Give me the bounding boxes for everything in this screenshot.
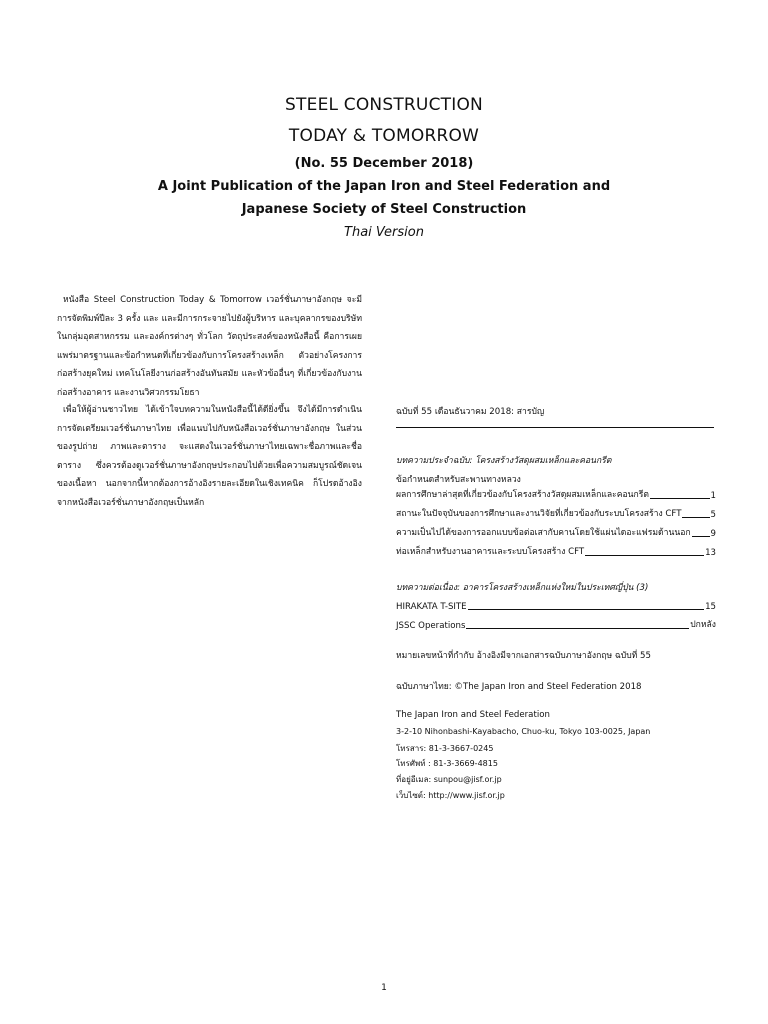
- toc-item-page: 9: [710, 529, 716, 539]
- fax-number: โทรสาร: 81-3-3667-0245: [396, 744, 494, 753]
- toc-item[interactable]: [396, 598, 716, 612]
- toc-leader-line: [650, 498, 710, 499]
- toc-item-label: ท่อเหล็กสำหรับงานอาคารและระบบโครงสร้าง CFT: [396, 547, 585, 557]
- toc-item[interactable]: [396, 487, 716, 501]
- toc-leader-line: [468, 609, 704, 610]
- toc-item-page: 5: [710, 510, 716, 520]
- toc-heading: ฉบับที่ 55 เดือนธันวาคม 2018: สารบัญ: [396, 407, 545, 417]
- thai-version-copyright: ฉบับภาษาไทย: ©The Japan Iron and Steel Federation 2018: [396, 682, 642, 692]
- phone-number: โทรศัพท์ : 81-3-3669-4815: [396, 759, 498, 768]
- intro-text-1: หนังสือ Steel Construction Today & Tomorrow เวอร์ชั่นภาษาอังกฤษ จะมีการจัดพิมพ์ปีละ 3 ครั้ง และ และมีการกระจายไปยังผู้บริหาร และบุคลากรของบริษัทในกลุ่มอุตสาหกรรม และองค์กรต่างๆ ทั่วโลก วัตถุประสงค์ของหนังสือนี้ คือการเผยแพร่มาตรฐานและข้อกำหนดที่เกี่ยวข้องกับการโครงสร้างเหล็ก ตัวอย่างโครงการก่อสร้างยุคใหม่ เทคโนโลยีงานก่อสร้างอันทันสมัย และหัวข้ออื่นๆ ที่เกี่ยวข้องกับงานก่อสร้างอาคาร และงานวิศวกรรมโยธา: [57, 295, 362, 398]
- organization-name: The Japan Iron and Steel Federation: [396, 710, 550, 720]
- toc-leader-line: [466, 628, 689, 629]
- toc-item-page: ปกหลัง: [690, 620, 716, 630]
- toc-item-label: ผลการศึกษาล่าสุดที่เกี่ยวข้องกับโครงสร้างวัสดุผสมเหล็กและคอนกรีต: [396, 490, 649, 500]
- title-line-2: TODAY & TOMORROW: [288, 126, 480, 146]
- toc-leader-line: [692, 536, 710, 537]
- intro-paragraph-2: [57, 401, 362, 512]
- email-address[interactable]: ที่อยู่อีเมล: sunpou@jisf.or.jp: [396, 775, 502, 784]
- toc-section-2-title: บทความต่อเนื่อง: อาคารโครงสร้างเหล็กแห่งใหม่ในประเทศญี่ปุ่น (3): [396, 583, 649, 593]
- title-line-1: STEEL CONSTRUCTION: [285, 95, 483, 115]
- toc-item-page: 1: [710, 491, 716, 501]
- table-of-contents: [396, 404, 726, 724]
- thai-version-label: Thai Version: [344, 225, 424, 240]
- toc-section-1-title: บทความประจำฉบับ: โครงสร้างวัสดุผสมเหล็กและคอนกรีต: [396, 456, 612, 466]
- intro-paragraph-1: [57, 291, 362, 402]
- toc-item-label: สถานะในปัจจุบันของการศึกษาและงานวิจัยที่เกี่ยวข้องกับระบบโครงสร้าง CFT: [396, 509, 682, 519]
- toc-item-page: 13: [705, 548, 716, 558]
- toc-item[interactable]: [396, 525, 716, 539]
- toc-section-1-subtitle: ข้อกำหนดสำหรับสะพานทางหลวง: [396, 475, 521, 485]
- toc-item-label: HIRAKATA T-SITE: [396, 602, 467, 612]
- intro-text-2: เพื่อให้ผู้อ่านชาวไทย ได้เข้าใจบทความในหนังสือนี้ได้ดียิ่งขึ้น จึงได้มีการดำเนินการจัดเตรียมเวอร์ชั่นภาษาไทย เพื่อแนบไปกับหนังสือเวอร์ชั่นภาษาอังกฤษ ในส่วนของรูปถ่าย ภาพและตาราง จะแสดงในเวอร์ชั่นภาษาไทยเฉพาะชื่อภาพและชื่อตาราง ซึ่งควรต้องดูเวอร์ชั่นภาษาอังกฤษประกอบไปด้วยเพื่อความสมบูรณ์ชัดเจนของเนื้อหา นอกจากนี้หากต้องการอ้างอิงรายละเอียดในเชิงเทคนิค ก็โปรดอ้างอิงจากหนังสือเวอร์ชั่นภาษาอังกฤษเป็นหลัก: [57, 405, 362, 508]
- joint-publication-line-2: Japanese Society of Steel Construction: [241, 202, 527, 217]
- website-link[interactable]: เว็บไซต์: http://www.jisf.or.jp: [396, 791, 505, 800]
- toc-item[interactable]: [396, 544, 716, 558]
- toc-item-label: ความเป็นไปได้ของการออกแบบข้อต่อเสากับคานโดยใช้แผ่นไดอะแฟรมด้านนอก: [396, 528, 691, 538]
- toc-item-label: JSSC Operations: [396, 621, 466, 631]
- toc-leader-line: [682, 517, 709, 518]
- page-number: 1: [381, 983, 387, 993]
- organization-address: 3-2-10 Nihonbashi-Kayabacho, Chuo-ku, Tokyo 103-0025, Japan: [396, 727, 651, 736]
- toc-item[interactable]: [396, 617, 716, 631]
- joint-publication-line-1: A Joint Publication of the Japan Iron and Steel Federation and: [157, 179, 611, 194]
- toc-leader-line: [585, 555, 704, 556]
- page-reference-note: หมายเลขหน้าที่กำกับ อ้างอิงมีจากเอกสารฉบับภาษาอังกฤษ ฉบับที่ 55: [396, 651, 651, 661]
- toc-item-page: 15: [705, 602, 716, 612]
- toc-divider: [396, 427, 714, 428]
- toc-item[interactable]: [396, 506, 716, 520]
- issue-number: (No. 55 December 2018): [294, 156, 474, 171]
